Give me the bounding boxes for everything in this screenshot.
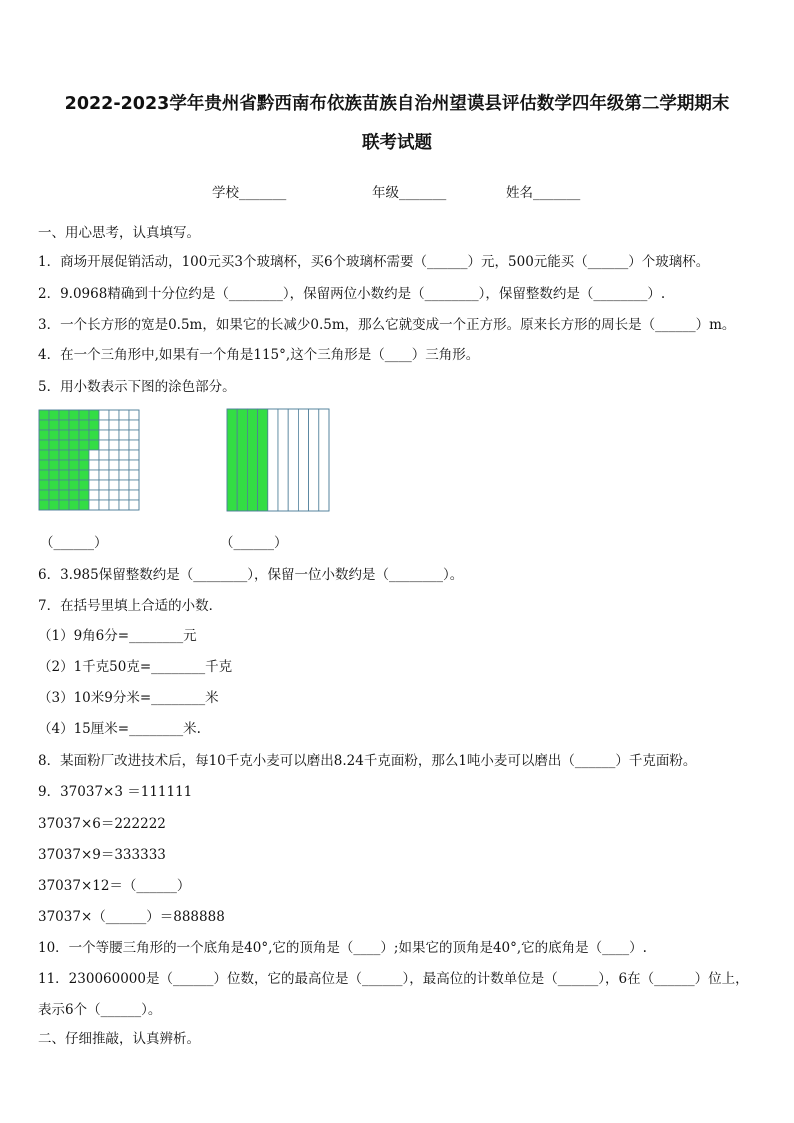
grid-cell <box>59 430 69 440</box>
question-7-part-1: （1）9角6分=________元 <box>38 628 197 644</box>
grid-cell <box>79 500 89 510</box>
question-9-line-4: 37037×12＝（______） <box>38 878 191 894</box>
grid-cell <box>39 470 49 480</box>
grid-cell <box>119 470 129 480</box>
grid-cell <box>129 490 139 500</box>
grid-cell <box>79 440 89 450</box>
grid-cell <box>69 460 79 470</box>
hundred-grid-figure <box>38 409 140 511</box>
grid-cell <box>109 420 119 430</box>
grid-cell <box>49 410 59 420</box>
strip-cell <box>278 409 288 511</box>
grid-cell <box>69 440 79 450</box>
grid-cell <box>119 430 129 440</box>
grid-cell <box>79 460 89 470</box>
grid-cell <box>69 490 79 500</box>
grid-cell <box>99 470 109 480</box>
question-4: 4．在一个三角形中,如果有一个角是115°,这个三角形是（____）三角形。 <box>38 347 480 363</box>
grid-cell <box>79 430 89 440</box>
grid-cell <box>119 490 129 500</box>
grid-cell <box>129 440 139 450</box>
question-9-line-2: 37037×6＝222222 <box>38 816 166 832</box>
grid-cell <box>89 490 99 500</box>
school-field: 学校_______ <box>212 185 287 201</box>
question-11: 11．230060000是（______）位数，它的最高位是（______），最高位的计数单位是（______），6在（______）位上， <box>38 971 749 987</box>
grid-cell <box>129 420 139 430</box>
strip-cell <box>237 409 247 511</box>
grid-cell <box>109 500 119 510</box>
strip-cell <box>268 409 278 511</box>
grid-cell <box>59 450 69 460</box>
exam-title-line2: 联考试题 <box>362 133 432 153</box>
question-9: 9．37037×3 ＝111111 <box>38 784 193 800</box>
grid-cell <box>59 420 69 430</box>
grid-cell <box>49 470 59 480</box>
grade-field: 年级_______ <box>372 185 447 201</box>
grid-cell <box>49 480 59 490</box>
grid-cell <box>49 460 59 470</box>
grid-cell <box>89 470 99 480</box>
grid-cell <box>109 470 119 480</box>
grid-cell <box>89 450 99 460</box>
grid-cell <box>49 430 59 440</box>
grid-cell <box>129 410 139 420</box>
grid-cell <box>59 480 69 490</box>
grid-cell <box>99 420 109 430</box>
grid-cell <box>39 460 49 470</box>
question-8: 8．某面粉厂改进技术后，每10千克小麦可以磨出8.24千克面粉，那么1吨小麦可以磨出（______）千克面粉。 <box>38 753 697 769</box>
grid-cell <box>119 460 129 470</box>
grid-cell <box>79 420 89 430</box>
grid-cell <box>119 480 129 490</box>
question-9-line-3: 37037×9＝333333 <box>38 847 166 863</box>
grid-cell <box>79 410 89 420</box>
grid-cell <box>99 500 109 510</box>
strip-cell <box>247 409 257 511</box>
grid-cell <box>69 480 79 490</box>
name-field: 姓名_______ <box>506 185 581 201</box>
grid-cell <box>119 410 129 420</box>
grid-cell <box>99 410 109 420</box>
grid-cell <box>129 450 139 460</box>
grid-cell <box>49 420 59 430</box>
section-2-heading: 二、仔细推敲，认真辨析。 <box>38 1031 200 1047</box>
grid-cell <box>39 410 49 420</box>
grid-cell <box>39 420 49 430</box>
grid-cell <box>69 410 79 420</box>
grid-cell <box>129 480 139 490</box>
grid-cell <box>49 440 59 450</box>
grid-cell <box>99 460 109 470</box>
question-10: 10．一个等腰三角形的一个底角是40°,它的顶角是（____）;如果它的顶角是40°,它的底角是（____）. <box>38 940 647 956</box>
grid-cell <box>79 480 89 490</box>
grid-cell <box>119 440 129 450</box>
question-7-part-4: （4）15厘米=________米. <box>38 721 201 737</box>
grid-cell <box>89 430 99 440</box>
question-11-continued: 表示6个（______）。 <box>38 1002 162 1018</box>
grid-cell <box>39 430 49 440</box>
grid-cell <box>99 490 109 500</box>
grid-cell <box>89 500 99 510</box>
grid-cell <box>79 470 89 480</box>
question-6: 6．3.985保留整数约是（________），保留一位小数约是（________）。 <box>38 567 464 583</box>
question-7-part-3: （3）10米9分米=________米 <box>38 690 219 706</box>
grid-cell <box>79 490 89 500</box>
section-1-heading: 一、用心思考，认真填写。 <box>38 225 200 241</box>
grid-cell <box>119 500 129 510</box>
question-9-line-5: 37037×（______）＝888888 <box>38 909 225 925</box>
strip-cell <box>298 409 308 511</box>
grid-cell <box>79 450 89 460</box>
grid-cell <box>119 450 129 460</box>
grid-cell <box>99 440 109 450</box>
grid-cell <box>99 430 109 440</box>
grid-cell <box>39 490 49 500</box>
grid-cell <box>129 500 139 510</box>
grid-cell <box>59 500 69 510</box>
question-1: 1．商场开展促销活动，100元买3个玻璃杯，买6个玻璃杯需要（______）元，500元能买（______）个玻璃杯。 <box>38 254 710 270</box>
exam-title-line1: 2022-2023学年贵州省黔西南布依族苗族自治州望谟县评估数学四年级第二学期期末 <box>64 94 730 114</box>
grid-cell <box>69 420 79 430</box>
grid-cell <box>89 440 99 450</box>
figure-1-answer-blank: （______） <box>40 535 108 551</box>
question-7: 7．在括号里填上合适的小数． <box>38 598 223 614</box>
grid-cell <box>99 480 109 490</box>
grid-cell <box>89 410 99 420</box>
grid-cell <box>49 450 59 460</box>
grid-cell <box>109 480 119 490</box>
strip-cell <box>227 409 237 511</box>
grid-cell <box>89 460 99 470</box>
grid-cell <box>99 450 109 460</box>
grid-cell <box>49 500 59 510</box>
ten-strips-figure <box>226 408 330 512</box>
grid-cell <box>59 440 69 450</box>
grid-cell <box>59 470 69 480</box>
grid-cell <box>109 450 119 460</box>
grid-cell <box>69 500 79 510</box>
grid-cell <box>119 420 129 430</box>
grid-cell <box>129 470 139 480</box>
grid-cell <box>69 470 79 480</box>
grid-cell <box>69 430 79 440</box>
grid-cell <box>129 430 139 440</box>
strip-cell <box>258 409 268 511</box>
grid-cell <box>69 450 79 460</box>
grid-cell <box>39 480 49 490</box>
grid-cell <box>109 490 119 500</box>
grid-cell <box>59 460 69 470</box>
strip-cell <box>319 409 329 511</box>
figure-2-answer-blank: （______） <box>220 535 288 551</box>
grid-cell <box>39 450 49 460</box>
grid-cell <box>89 420 99 430</box>
grid-cell <box>109 430 119 440</box>
question-2: 2．9.0968精确到十分位约是（________），保留两位小数约是（________），保留整数约是（________）. <box>38 286 666 302</box>
grid-cell <box>39 500 49 510</box>
grid-cell <box>39 440 49 450</box>
grid-cell <box>109 460 119 470</box>
grid-cell <box>59 410 69 420</box>
grid-cell <box>49 490 59 500</box>
strip-cell <box>288 409 298 511</box>
question-3: 3．一个长方形的宽是0.5m，如果它的长减少0.5m，那么它就变成一个正方形。原来长方形的周长是（______）m。 <box>38 317 736 333</box>
strip-cell <box>309 409 319 511</box>
grid-cell <box>109 410 119 420</box>
question-7-part-2: （2）1千克50克=________千克 <box>38 659 233 675</box>
grid-cell <box>89 480 99 490</box>
question-5: 5．用小数表示下图的涂色部分。 <box>38 379 236 395</box>
grid-cell <box>129 460 139 470</box>
grid-cell <box>59 490 69 500</box>
grid-cell <box>109 440 119 450</box>
